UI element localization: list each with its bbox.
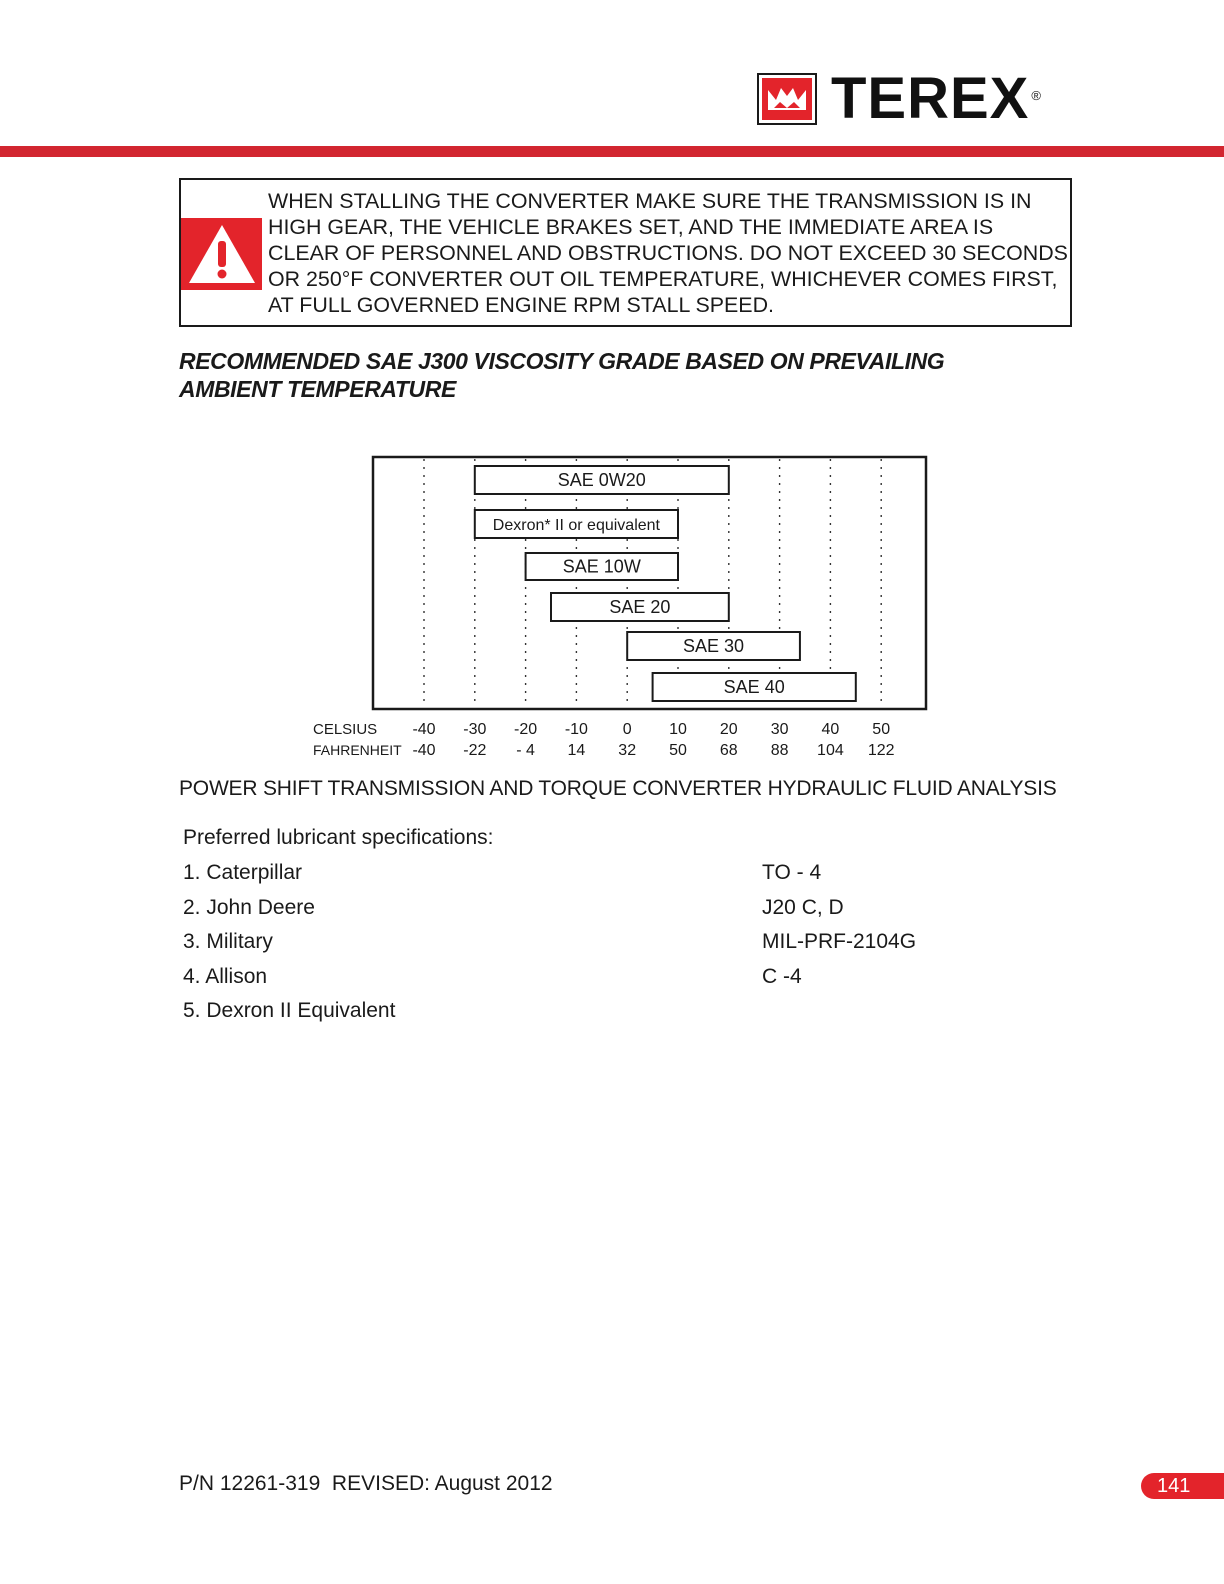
- celsius-tick-label: -40: [412, 721, 436, 738]
- celsius-tick-label: 40: [821, 721, 840, 738]
- header-rule: [0, 146, 1224, 157]
- grade-label: SAE 30: [683, 636, 745, 656]
- celsius-tick-label: -20: [514, 721, 538, 738]
- spec-value: MIL-PRF-2104G: [762, 930, 917, 953]
- fahrenheit-tick-label: 50: [669, 742, 687, 759]
- spec-value: J20 C, D: [762, 895, 844, 919]
- spec-name: 4. Allison: [183, 964, 268, 988]
- section-title-line: RECOMMENDED SAE J300 VISCOSITY GRADE BASED ON PREVAILING: [179, 348, 945, 374]
- grade-label: SAE 20: [609, 597, 671, 617]
- celsius-axis-label: CELSIUS: [313, 721, 378, 738]
- spec-name: 2. John Deere: [183, 895, 315, 919]
- fahrenheit-tick-label: 14: [567, 742, 586, 759]
- celsius-tick-label: -10: [564, 721, 588, 738]
- grade-label: Dexron* II or equivalent: [492, 517, 661, 534]
- list-item: [183, 997, 983, 1032]
- viscosity-chart: [300, 440, 960, 770]
- registered-mark: ®: [1031, 87, 1041, 103]
- warning-triangle-icon: [181, 218, 262, 290]
- section-title: [179, 347, 1079, 403]
- spec-intro: Preferred lubricant specifications:: [183, 826, 494, 849]
- warning-line: OR 250°F CONVERTER OUT OIL TEMPERATURE, WHICHEVER COMES FIRST,: [268, 267, 1058, 291]
- fahrenheit-tick-label: 122: [867, 742, 895, 759]
- fahrenheit-tick-label: -22: [463, 742, 487, 759]
- spec-list: [183, 859, 983, 1032]
- celsius-tick-label: 10: [669, 721, 687, 738]
- warning-box: [179, 178, 1072, 327]
- warning-line: CLEAR OF PERSONNEL AND OBSTRUCTIONS. DO NOT EXCEED 30 SECONDS: [268, 241, 1068, 265]
- spec-value: C -4: [762, 964, 802, 988]
- grade-label: SAE 40: [723, 677, 785, 697]
- list-item: [183, 859, 983, 894]
- fahrenheit-tick-label: - 4: [516, 742, 535, 759]
- celsius-tick-label: 20: [719, 721, 738, 738]
- grade-label: SAE 0W20: [557, 470, 646, 490]
- brand-name: TEREX: [831, 66, 1030, 131]
- fahrenheit-tick-label: -40: [412, 742, 436, 759]
- page-number: 141: [1141, 1473, 1224, 1499]
- fahrenheit-tick-label: 68: [719, 742, 738, 759]
- celsius-tick-label: 30: [770, 721, 789, 738]
- celsius-tick-label: 0: [622, 721, 632, 738]
- spec-name: 1. Caterpillar: [183, 861, 303, 884]
- terex-logo: [757, 66, 1041, 131]
- list-item: [183, 928, 983, 963]
- grade-label: SAE 10W: [562, 556, 641, 577]
- celsius-tick-label: -30: [463, 721, 487, 738]
- fahrenheit-tick-label: 104: [817, 742, 844, 759]
- list-item: [183, 894, 983, 929]
- list-item: [183, 963, 983, 998]
- warning-line: AT FULL GOVERNED ENGINE RPM STALL SPEED.: [268, 293, 774, 317]
- footer-part-number: P/N 12261-319 REVISED: August 2012: [179, 1472, 553, 1495]
- section-title-line: AMBIENT TEMPERATURE: [179, 376, 456, 402]
- warning-text: [268, 188, 1068, 318]
- fahrenheit-tick-label: 88: [770, 742, 789, 759]
- celsius-tick-label: 50: [872, 721, 891, 738]
- fahrenheit-tick-label: 32: [618, 742, 637, 759]
- terex-crown-emblem-icon: [757, 73, 817, 125]
- spec-name: 5. Dexron II Equivalent: [183, 999, 396, 1022]
- analysis-heading: POWER SHIFT TRANSMISSION AND TORQUE CONVERTER HYDRAULIC FLUID ANALYSIS: [179, 777, 1057, 800]
- spec-name: 3. Military: [183, 930, 273, 953]
- warning-line: HIGH GEAR, THE VEHICLE BRAKES SET, AND THE IMMEDIATE AREA IS: [268, 215, 994, 239]
- fahrenheit-axis-label: FAHRENHEIT: [313, 742, 402, 758]
- warning-line: WHEN STALLING THE CONVERTER MAKE SURE THE TRANSMISSION IS IN: [268, 189, 1032, 213]
- spec-value: TO - 4: [762, 861, 822, 884]
